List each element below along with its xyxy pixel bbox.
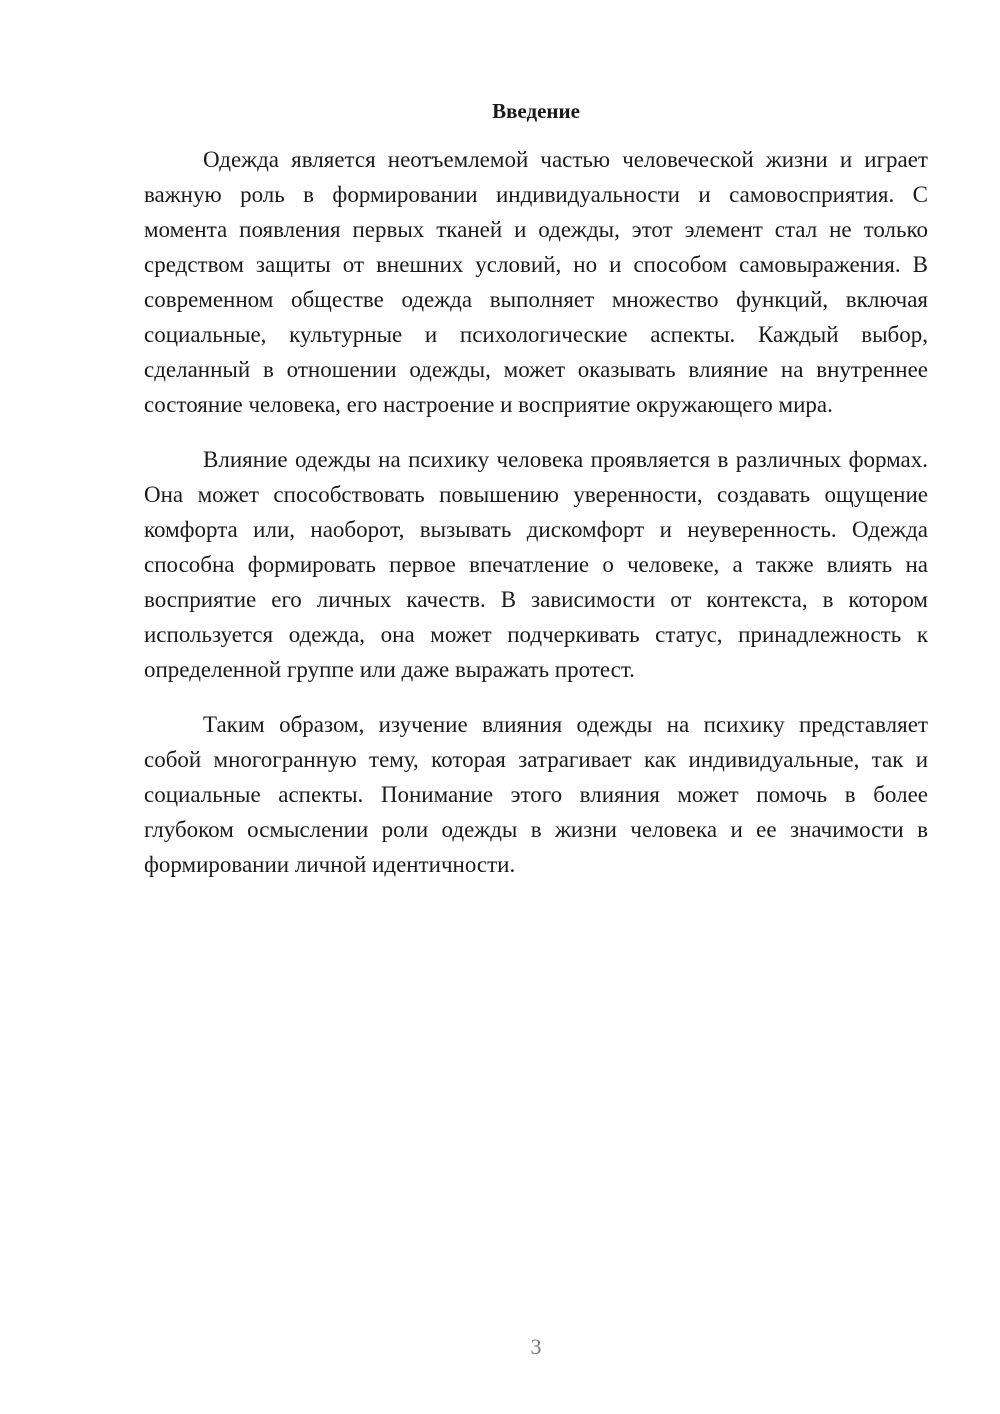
page-number: 3: [530, 1334, 542, 1359]
paragraph-1: Одежда является неотъемлемой частью человеческой жизни и играет важную роль в формировании индивидуальности и самовосприятия. С момента появления первых тканей и одежды, этот элемент стал не только средством защиты от внешних условий, но и способом самовыражения. В современном обществе одежда выполняет множество функций, включая социальные, культурные и психологические аспекты. Каждый выбор, сделанный в отношении одежды, может оказывать влияние на внутреннее состояние человека, его настроение и восприятие окружающего мира.: [144, 147, 928, 417]
paragraph-3: Таким образом, изучение влияния одежды на психику представляет собой многогранную тему, которая затрагивает как индивидуальные, так и социальные аспекты. Понимание этого влияния может помочь в более глубоком осмыслении роли одежды в жизни человека и ее значимости в формировании личной идентичности.: [144, 712, 928, 877]
paragraph-2: Влияние одежды на психику человека проявляется в различных формах. Она может способствовать повышению уверенности, создавать ощущение комфорта или, наоборот, вызывать дискомфорт и неуверенность. Одежда способна формировать первое впечатление о человеке, а также влиять на восприятие его личных качеств. В зависимости от контекста, в котором используется одежда, она может подчеркивать статус, принадлежность к определенной группе или даже выражать протест.: [144, 447, 928, 682]
section-heading: Введение: [492, 99, 580, 123]
body-text: [144, 142, 928, 882]
